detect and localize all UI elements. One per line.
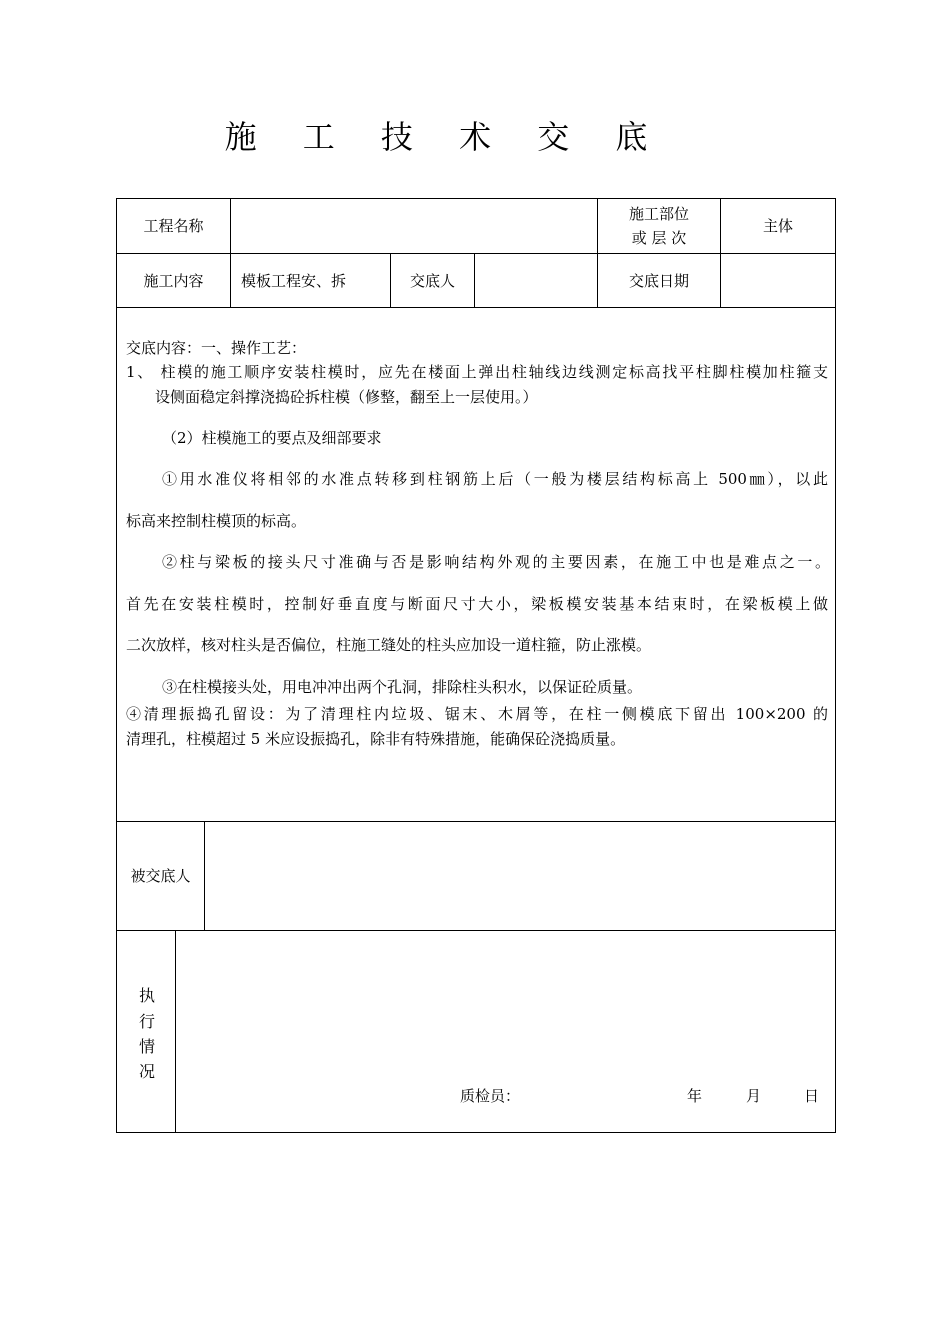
project-name-label: 工程名称 xyxy=(143,217,204,235)
discloser-value xyxy=(475,254,597,307)
year-label: 年 xyxy=(687,1087,703,1105)
document-title: 施 工 技 术 交 底 xyxy=(224,118,666,156)
p4-line1: ④清理振捣孔留设：为了清理柱内垃圾、锯末、木屑等，在柱一侧模底下留出 100×200 的 xyxy=(126,705,828,723)
date-label: 交底日期 xyxy=(628,271,689,290)
p2-line3: 二次放样，核对柱头是否偏位，柱施工缝处的柱头应加设一道柱箍，防止涨模。 xyxy=(126,636,652,654)
discloser-label: 交底人 xyxy=(409,271,455,290)
project-name-value xyxy=(231,199,597,253)
execution-divider xyxy=(175,930,176,1133)
p3: ③在柱模接头处，用电冲冲出两个孔洞，排除柱头积水，以保证砼质量。 xyxy=(162,678,643,696)
section2-heading: （2）柱模施工的要点及细部要求 xyxy=(162,429,382,447)
body-heading: 交底内容：一、操作工艺： xyxy=(126,339,307,357)
item1-line1: 1、 柱模的施工顺序安装柱模时，应先在楼面上弹出柱轴线边线测定标高找平柱脚柱模加柱箍支 xyxy=(126,363,828,381)
execution-label-char-2: 行 xyxy=(139,1012,156,1031)
day-label: 日 xyxy=(804,1087,820,1105)
location-label xyxy=(598,199,720,253)
row-divider-4 xyxy=(116,930,836,931)
p4-line2: 清理孔，柱模超过 5 米应设振捣孔，除非有特殊措施，能确保砼浇捣质量。 xyxy=(126,730,626,748)
date-value xyxy=(721,254,835,307)
p1-line2: 标高来控制柱模顶的标高。 xyxy=(126,512,307,530)
month-label: 月 xyxy=(746,1087,762,1105)
inspector-label: 质检员： xyxy=(460,1087,521,1105)
location-label-line1: 施工部位 xyxy=(628,205,689,223)
p2-line2: 首先在安装柱模时，控制好垂直度与断面尺寸大小，梁板模安装基本结束时，在梁板模上做 xyxy=(126,595,828,613)
location-label-line2: 或 层 次 xyxy=(631,229,687,247)
item1-line2: 设侧面稳定斜撑浇捣砼拆柱模（修整，翻至上一层使用。） xyxy=(155,388,538,406)
receiver-label: 被交底人 xyxy=(130,867,191,885)
location-value: 主体 xyxy=(762,217,793,235)
p2-line1: ②柱与梁板的接头尺寸准确与否是影响结构外观的主要因素，在施工中也是难点之一。 xyxy=(162,553,830,571)
receiver-signature-area xyxy=(205,822,835,930)
execution-label-char-3: 情 xyxy=(139,1037,156,1056)
execution-label-char-4: 况 xyxy=(139,1062,156,1081)
content-value: 模板工程安、拆 xyxy=(241,271,347,290)
row-divider-2 xyxy=(116,307,836,308)
content-label: 施工内容 xyxy=(143,271,204,290)
execution-label-char-1: 执 xyxy=(139,986,156,1005)
p1-line1: ①用水准仪将相邻的水准点转移到柱钢筋上后（一般为楼层结构标高上 500㎜），以此 xyxy=(162,470,828,488)
